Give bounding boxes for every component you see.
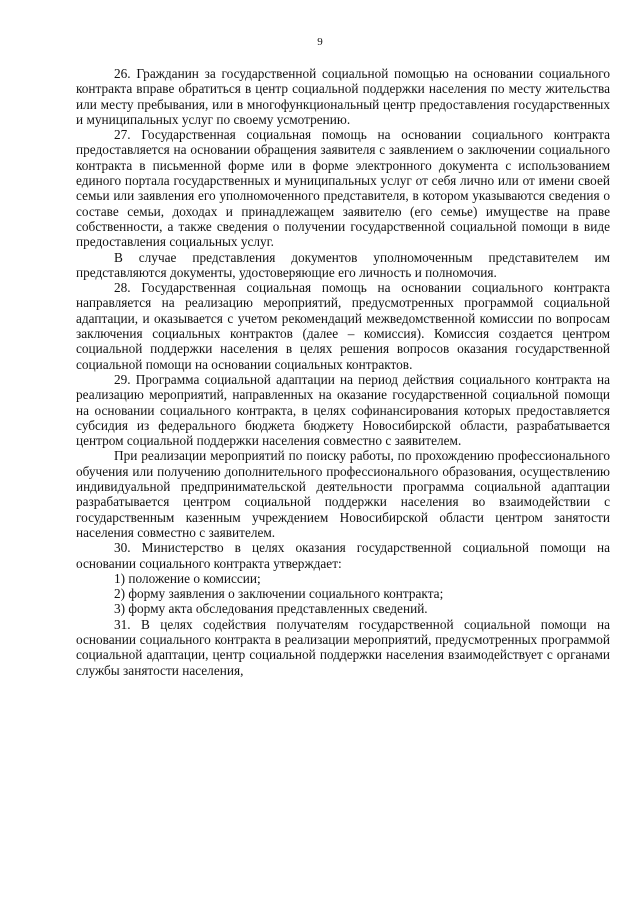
list-item-1: 1) положение о комиссии; (114, 570, 261, 586)
page-number: 9 (317, 36, 323, 48)
paragraph-28: 28. Государственная социальная помощь на основании социального контракта направляется на реализацию мероприятий, предусмотренных программой социальной адаптации, и оказывается с учетом рекомендаций межведомственной комиссии по вопросам заключения социальных контрактов (далее – комиссия). Комиссия создается центром социальной поддержки населения в целях решения вопросов оказания государственной социальной помощи на основании социальных контрактов. (76, 280, 610, 372)
paragraph-31: 31. В целях содействия получателям государственной социальной помощи на основании социального контракта в реализации мероприятий, предусмотренных программой социальной адаптации, центр социальной поддержки населения взаимодействует с органами службы занятости населения, (76, 616, 610, 678)
list-item-3: 3) форму акта обследования представленных сведений. (114, 601, 428, 617)
paragraph-30: 30. Министерство в целях оказания государственной социальной помощи на основании социального контракта утверждает: (76, 540, 610, 571)
paragraph-29: 29. Программа социальной адаптации на период действия социального контракта на реализацию мероприятий, направленных на оказание государственной социальной помощи на основании социального контракта, в целях софинансирования которых предоставляется субсидия из федерального бюджета бюджету Новосибирской области, разрабатывается центром социальной поддержки населения совместно с заявителем. (76, 371, 610, 449)
document-body (76, 66, 610, 678)
list-item-2: 2) форму заявления о заключении социального контракта; (114, 586, 444, 602)
paragraph-27: 27. Государственная социальная помощь на основании социального контракта предоставляется на основании обращения заявителя с заявлением о заключении социального контракта в письменной форме или в форме электронного документа с использованием единого портала государственных и муниципальных услуг от себя лично или от имени своей семьи или заявления его уполномоченного представителя, в котором указываются сведения о составе семьи, доходах и принадлежащем заявителю (его семье) имуществе на праве собственности, а также сведения о получении государственной социальной помощи в виде предоставления социальных услуг. (76, 127, 610, 250)
paragraph-29-employment: При реализации мероприятий по поиску работы, по прохождению профессионального обучения или получению дополнительного профессионального образования, осуществлению индивидуальной предпринимательской деятельности программа социальной адаптации разрабатывается центром социальной поддержки населения во взаимодействии с государственным казенным учреждением Новосибирской области центром занятости населения совместно с заявителем. (76, 448, 610, 540)
paragraph-26: 26. Гражданин за государственной социальной помощью на основании социального контракта вправе обратиться в центр социальной поддержки населения по месту жительства или месту пребывания, или в многофункциональный центр предоставления государственных и муниципальных услуг по своему усмотрению. (76, 66, 610, 127)
paragraph-27-representative: В случае представления документов уполномоченным представителем им представляются документы, удостоверяющие его личность и полномочия. (76, 249, 610, 280)
